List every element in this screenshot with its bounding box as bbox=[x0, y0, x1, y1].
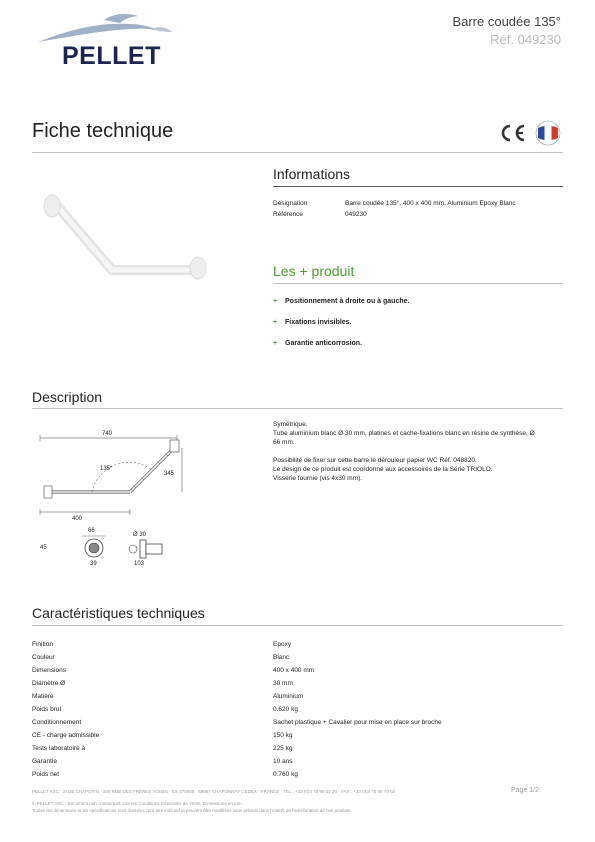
plus-produit-text: Positionnement à droite ou à gauche. bbox=[285, 298, 410, 305]
dim-diameter: Ø 30 bbox=[133, 532, 147, 538]
caracteristiques-divider bbox=[32, 625, 563, 626]
tech-value: 0.620 kg bbox=[273, 706, 298, 713]
info-row-reference bbox=[273, 210, 367, 219]
tech-key: Matière bbox=[32, 693, 54, 700]
tech-key: Garantie bbox=[32, 758, 57, 765]
info-label: Désignation bbox=[273, 200, 308, 207]
footer-legal: Toutes les dimensions et les spécifications sont données qu'à titre indicatif et peuvent être modifiées sans préavis dans l'intérêt de l'amélioration de nos produits. bbox=[32, 808, 352, 813]
tech-row bbox=[32, 692, 563, 701]
tech-key: Poids net bbox=[32, 771, 60, 778]
tech-key: Tests laboratoire à bbox=[32, 745, 86, 752]
tech-value: 30 mm bbox=[273, 680, 293, 687]
description-spacer bbox=[273, 447, 563, 456]
plus-icon: + bbox=[273, 319, 278, 326]
page-number: Page 1/2 bbox=[510, 787, 539, 794]
description-line: 66 mm. bbox=[273, 439, 295, 446]
tech-row bbox=[32, 757, 563, 766]
description-text bbox=[273, 420, 563, 483]
brand-name: PELLET bbox=[62, 42, 161, 70]
dim-plate: 66 bbox=[88, 528, 95, 534]
description-line: Symétrique. bbox=[273, 421, 308, 428]
plus-produit-heading: Les + produit bbox=[273, 263, 355, 279]
tech-row bbox=[32, 731, 563, 740]
tech-value: Epoxy bbox=[273, 641, 292, 648]
info-label: Référence bbox=[273, 211, 303, 218]
tech-value: Blanc bbox=[273, 654, 290, 661]
description-line: Tube aluminium blanc Ø 30 mm, platines et cache-fixations blanc en résine de synthèse, Ø bbox=[273, 430, 535, 437]
plus-produit-item bbox=[273, 319, 352, 326]
tech-key: CE - charge admissible bbox=[32, 732, 100, 739]
plus-produit-text: Fixations invisibles. bbox=[285, 319, 352, 326]
tech-value: 400 x 400 mm bbox=[273, 667, 315, 674]
tech-value: Sachet plastique + Cavalier pour mise en place sur broche bbox=[273, 719, 442, 726]
dim-screw: 39 bbox=[90, 561, 97, 567]
certification-marks bbox=[499, 120, 561, 146]
ce-mark-icon bbox=[499, 123, 527, 143]
page-title: Fiche technique bbox=[32, 120, 174, 142]
dim-depth: 45 bbox=[40, 545, 47, 551]
tech-row bbox=[32, 718, 563, 727]
dim-leg: 400 bbox=[72, 516, 83, 522]
tech-key: Couleur bbox=[32, 654, 55, 661]
description-line: Le design de ce produit est coordonné aux accessoires de la Série TRIOLO. bbox=[273, 466, 493, 473]
dim-height: 345 bbox=[164, 471, 175, 477]
tech-row bbox=[32, 770, 563, 779]
product-title: Barre coudée 135° bbox=[452, 14, 561, 29]
technical-drawing bbox=[32, 420, 232, 580]
tech-value: 10 ans bbox=[273, 758, 293, 765]
tech-row bbox=[32, 666, 563, 675]
tech-value: Aluminium bbox=[273, 693, 304, 700]
dim-angle: 135° bbox=[100, 466, 113, 472]
dim-width: 740 bbox=[102, 431, 113, 437]
tech-value: 150 kg bbox=[273, 732, 293, 739]
plus-produit-text: Garantie anticorrosion. bbox=[285, 340, 363, 347]
tech-row bbox=[32, 653, 563, 662]
informations-divider bbox=[273, 186, 563, 187]
french-flag-badge-icon bbox=[535, 120, 561, 146]
tech-row bbox=[32, 744, 563, 753]
footer-legal: © PELLET ASC - Document non contractuel. Lire les Conditions Générales de Vente. Dimensions en mm. bbox=[32, 801, 243, 806]
plus-produit-item bbox=[273, 340, 362, 347]
description-line: Possibilité de fixer sur cette barre le dérouleur papier WC Réf. 048820. bbox=[273, 457, 477, 464]
tech-key: Dimensions bbox=[32, 667, 66, 674]
tech-key: Finition bbox=[32, 641, 53, 648]
description-line: Visserie fournie (vis 4x30 mm). bbox=[273, 475, 363, 482]
plus-produit-item bbox=[273, 298, 409, 305]
product-reference: Réf. 049230 bbox=[490, 32, 561, 47]
info-row-designation bbox=[273, 199, 516, 208]
tech-key: Poids brut bbox=[32, 706, 62, 713]
info-value: 049230 bbox=[345, 211, 367, 218]
title-divider bbox=[32, 152, 563, 153]
tech-key: Diamètre Ø bbox=[32, 680, 66, 687]
plus-icon: + bbox=[273, 340, 278, 347]
footer-address: PELLET ASC · ZI DE CHAPOTIN · 240 RUE DES FRÈRES VOISIN · CS 270040 · 69967 CHAPONNAY CEDEX · FRANCE · TEL : +33 (0)4 78 96 02 20 · FAX : +33 (0)4 78 96 70 02 bbox=[32, 789, 396, 794]
dim-projection: 103 bbox=[134, 561, 145, 567]
tech-value: 225 kg bbox=[273, 745, 293, 752]
tech-value: 0.760 kg bbox=[273, 771, 298, 778]
tech-row bbox=[32, 640, 563, 649]
description-heading: Description bbox=[32, 389, 103, 405]
pellet-logo bbox=[34, 12, 179, 70]
description-divider bbox=[32, 408, 563, 409]
caracteristiques-heading: Caractéristiques techniques bbox=[32, 605, 205, 621]
tech-key: Conditionnement bbox=[32, 719, 82, 726]
plus-produit-divider bbox=[273, 283, 563, 284]
tech-row bbox=[32, 679, 563, 688]
informations-heading: Informations bbox=[273, 166, 351, 182]
tech-row bbox=[32, 705, 563, 714]
plus-icon: + bbox=[273, 298, 278, 305]
product-photo bbox=[32, 162, 232, 310]
info-value: Barre coudée 135°, 400 x 400 mm, Aluminium Epoxy Blanc bbox=[345, 200, 516, 207]
